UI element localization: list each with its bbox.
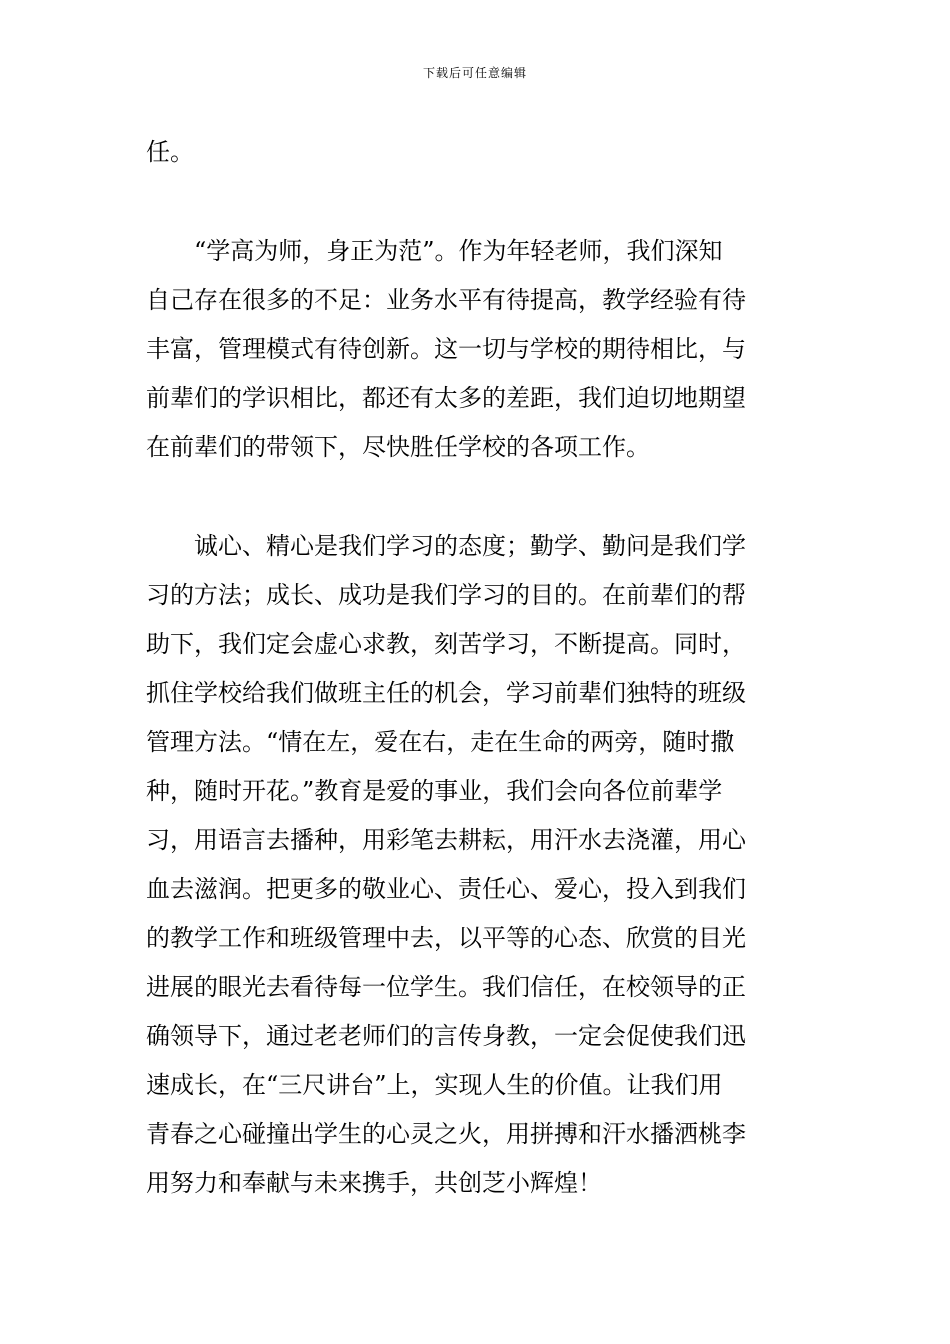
text-line: 习的方法；成长、成功是我们学习的目的。在前辈们的帮 [146, 581, 746, 609]
text-line: 前辈们的学识相比，都还有太多的差距，我们迫切地期望 [146, 384, 746, 412]
document-body [146, 132, 810, 1212]
text-line: “学高为师，身正为范”。作为年轻老师，我们深知 [146, 237, 723, 265]
text-line: 丰富，管理模式有待创新。这一切与学校的期待相比，与 [146, 335, 746, 363]
text-line: 血去滋润。把更多的敬业心、责任心、爱心，投入到我们 [146, 875, 746, 903]
paragraph-gap [146, 181, 810, 231]
text-line: 进展的眼光去看待每一位学生。我们信任，在校领导的正 [146, 973, 746, 1001]
text-line: 诚心、精心是我们学习的态度；勤学、勤问是我们学 [146, 532, 746, 560]
text-line: 助下，我们定会虚心求教，刻苦学习，不断提高。同时， [146, 630, 746, 658]
text-line: 的教学工作和班级管理中去，以平等的心态、欣赏的目光 [146, 924, 746, 952]
text-line: 自己存在很多的不足：业务水平有待提高，教学经验有待 [146, 286, 746, 314]
text-line: 速成长，在“三尺讲台”上，实现人生的价值。让我们用 [146, 1071, 723, 1099]
text-line: 种，随时开花。”教育是爱的事业，我们会向各位前辈学 [146, 777, 723, 805]
text-line: 青春之心碰撞出学生的心灵之火，用拼搏和汗水播洒桃李 [146, 1120, 746, 1148]
text-line: 在前辈们的带领下，尽快胜任学校的各项工作。 [146, 433, 650, 461]
paragraph-1 [146, 132, 810, 181]
paragraph-3 [146, 526, 810, 1212]
text-line: 抓住学校给我们做班主任的机会，学习前辈们独特的班级 [146, 679, 746, 707]
paragraph-2 [146, 231, 810, 476]
page-header: 下载后可任意编辑 [422, 66, 527, 80]
text-line: 习，用语言去播种，用彩笔去耕耘，用汗水去浇灌，用心 [146, 826, 746, 854]
text-line: 任。 [146, 138, 194, 166]
text-line: 管理方法。“情在左，爱在右，走在生命的两旁，随时撒 [146, 728, 735, 756]
text-line: 确领导下，通过老老师们的言传身教，一定会促使我们迅 [146, 1022, 746, 1050]
paragraph-gap [146, 476, 810, 526]
text-line: 用努力和奉献与未来携手，共创芝小辉煌！ [146, 1169, 602, 1197]
